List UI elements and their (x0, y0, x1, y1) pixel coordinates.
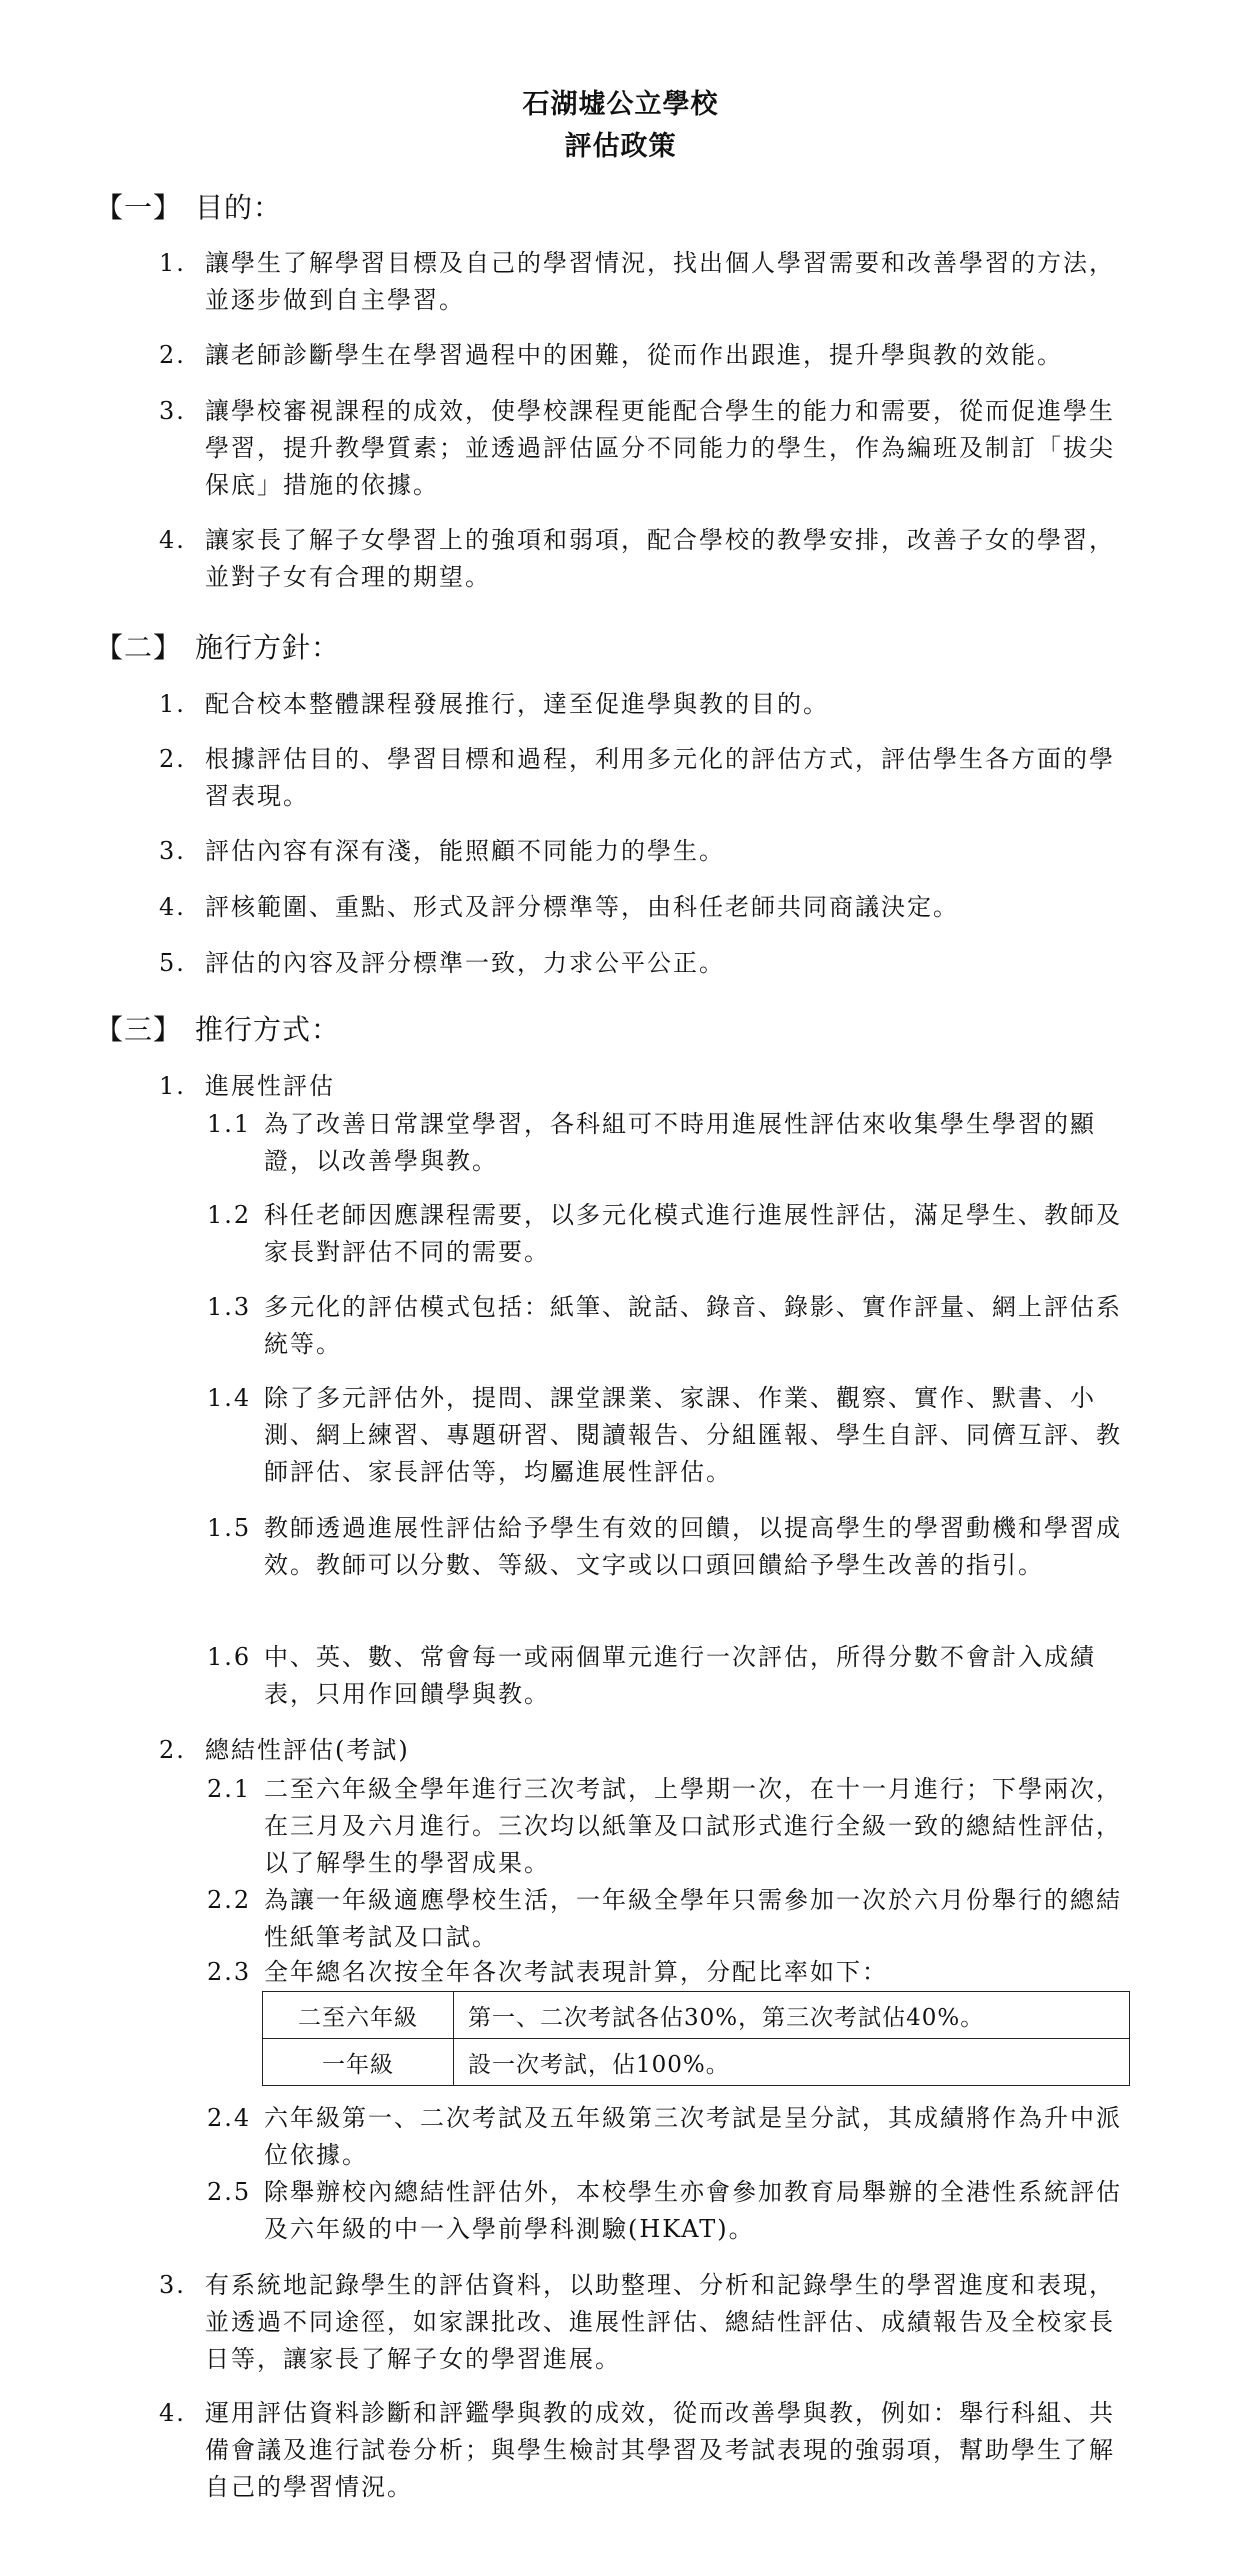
section-title: 目的： (195, 191, 283, 224)
list-item: 2. 根據評估目的、學習目標和過程，利用多元化的評估方式，評估學生各方面的學習表現。 (159, 745, 1115, 810)
table-row (263, 2039, 1130, 2086)
section-heading-policy (95, 626, 340, 666)
list-item: 1. 讓學生了解學習目標及自己的學習情況，找出個人學習需要和改善學習的方法，並逐步做到自主學習。 (159, 249, 1115, 314)
sub-list-item: 2.1 二至六年級全學年進行三次考試，上學期一次，在十一月進行；下學兩次，在三月及六月進行。三次均以紙筆及口試形式進行全級一致的總結性評估，以了解學生的學習成果。 (207, 1775, 1122, 1877)
sub-list-item: 2.4 六年級第一、二次考試及五年級第三次考試是呈分試，其成績將作為升中派位依據。 (207, 2104, 1122, 2169)
document-title: 評估政策 (564, 131, 677, 162)
grade-cell: 一年級 (263, 2039, 454, 2086)
sub-list-item: 2.2 為讓一年級適應學校生活，一年級全學年只需參加一次於六月份舉行的總結性紙筆考試及口試。 (207, 1886, 1122, 1951)
section-number: 【一】 (95, 191, 183, 224)
list-item: 5. 評估的內容及評分標準一致，力求公平公正。 (159, 949, 725, 977)
ratio-cell: 第一、二次考試各佔30%，第三次考試佔40%。 (454, 1992, 1130, 2039)
grade-cell: 二至六年級 (263, 1992, 454, 2039)
list-item: 4. 讓家長了解子女學習上的強項和弱項，配合學校的教學安排，改善子女的學習，並對子女有合理的期望。 (159, 526, 1115, 591)
list-item: 3. 有系統地記錄學生的評估資料，以助整理、分析和記錄學生的學習進度和表現，並透過不同途徑，如家課批改、進展性評估、總結性評估、成績報告及全校家長日等，讓家長了解子女的學習進展。 (159, 2271, 1115, 2373)
list-item: 4. 運用評估資料診斷和評鑑學與教的成效，從而改善學與教，例如：舉行科組、共備會議及進行試卷分析；與學生檢討其學習及考試表現的強弱項，幫助學生了解自己的學習情況。 (159, 2399, 1115, 2501)
sub-list-item: 1.5 教師透過進展性評估給予學生有效的回饋，以提高學生的學習動機和學習成效。教師可以分數、等級、文字或以口頭回饋給予學生改善的指引。 (207, 1514, 1122, 1579)
sub-list-item: 2.3 全年總名次按全年各次考試表現計算，分配比率如下： (207, 1958, 888, 1986)
list-item: 1. 配合校本整體課程發展推行，達至促進學與教的目的。 (159, 690, 829, 718)
ratio-cell: 設一次考試，佔100%。 (454, 2039, 1130, 2086)
sub-list-item: 1.1 為了改善日常課堂學習，各科組可不時用進展性評估來收集學生學習的顯證，以改善學與教。 (207, 1110, 1096, 1175)
sub-list-item: 1.6 中、英、數、常會每一或兩個單元進行一次評估，所得分數不會計入成績表，只用作回饋學與教。 (207, 1643, 1096, 1708)
section-number: 【三】 (95, 1013, 183, 1046)
ratio-table (262, 1991, 1130, 2086)
section-heading-implementation (95, 1008, 340, 1048)
section-number: 【二】 (95, 631, 183, 664)
list-item: 3. 評估內容有深有淺，能照顧不同能力的學生。 (159, 837, 725, 865)
list-item: 1. 進展性評估 (159, 1072, 335, 1100)
list-item: 3. 讓學校審視課程的成效，使學校課程更能配合學生的能力和需要，從而促進學生學習，提升教學質素；並透過評估區分不同能力的學生，作為編班及制訂「拔尖保底」措施的依據。 (159, 397, 1115, 499)
sub-list-item: 1.2 科任老師因應課程需要，以多元化模式進行進展性評估，滿足學生、教師及家長對評估不同的需要。 (207, 1201, 1122, 1266)
section-title: 推行方式： (195, 1013, 341, 1046)
table-row (263, 1992, 1130, 2039)
sub-list-item: 2.5 除舉辦校內總結性評估外，本校學生亦會參加教育局舉辦的全港性系統評估及六年級的中一入學前學科測驗(HKAT)。 (207, 2178, 1122, 2243)
sub-list-item: 1.4 除了多元評估外，提問、課堂課業、家課、作業、觀察、實作、默書、小測、網上練習、專題研習、閱讀報告、分組匯報、學生自評、同儕互評、教師評估、家長評估等，均屬進展性評估。 (207, 1384, 1122, 1486)
list-item: 2. 總結性評估(考試) (159, 1736, 410, 1764)
sub-list-item: 1.3 多元化的評估模式包括：紙筆、說話、錄音、錄影、實作評量、網上評估系統等。 (207, 1293, 1122, 1358)
school-name: 石湖墟公立學校 (522, 89, 719, 120)
section-title: 施行方針： (195, 631, 341, 664)
list-item: 2. 讓老師診斷學生在學習過程中的困難，從而作出跟進，提升學與教的效能。 (159, 341, 1063, 369)
list-item: 4. 評核範圍、重點、形式及評分標準等，由科任老師共同商議決定。 (159, 893, 959, 921)
section-heading-purpose (95, 186, 282, 226)
